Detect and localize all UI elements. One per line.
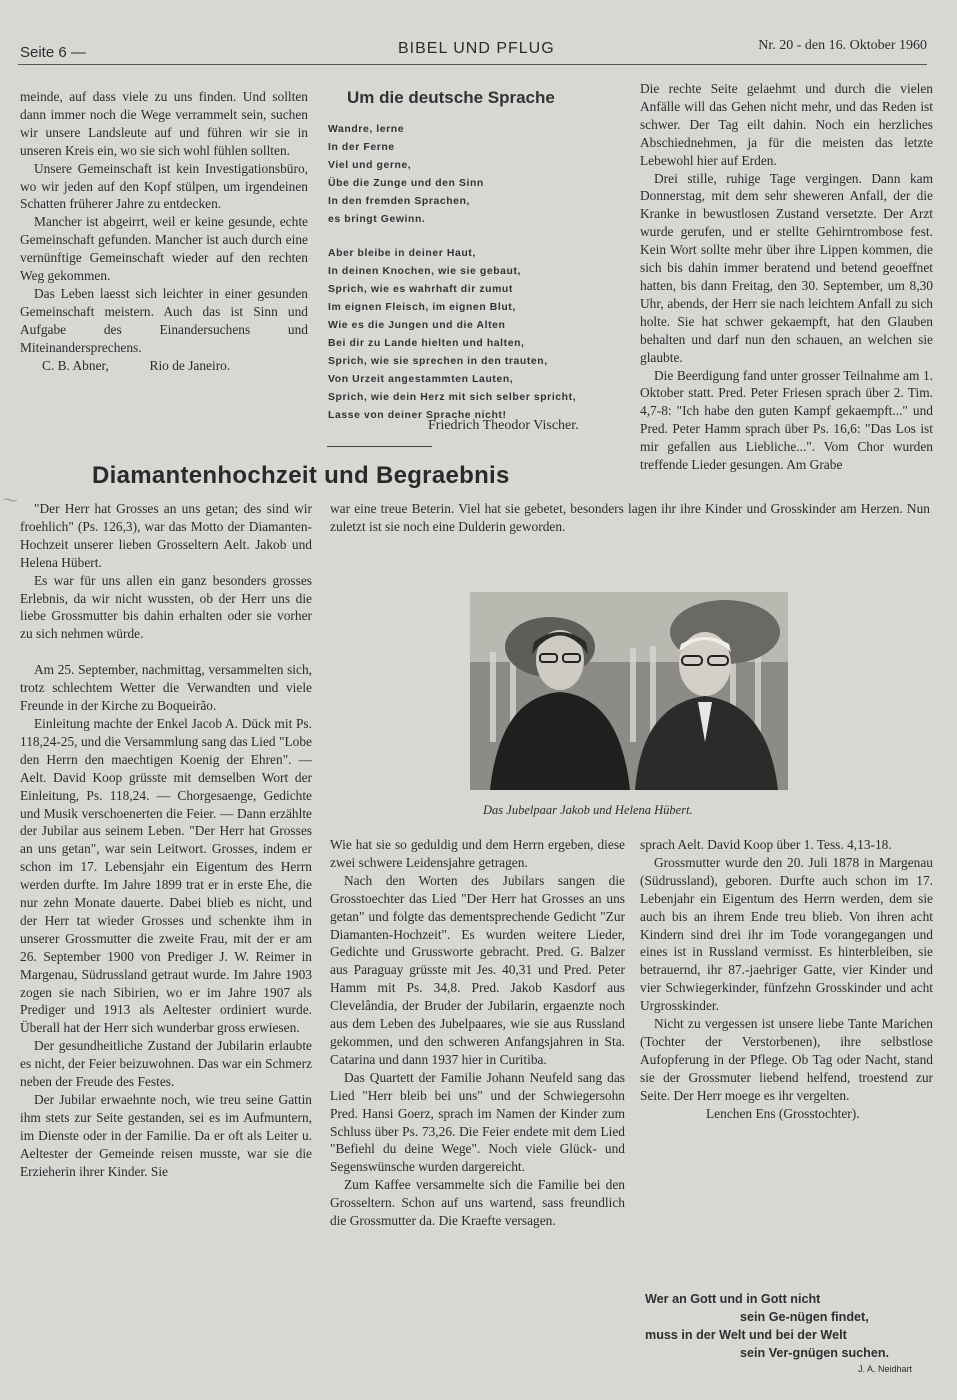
poem-author: Friedrich Theodor Vischer. [428,418,579,433]
column-2-lower [330,836,625,1230]
poem-line: es bringt Gewinn. [328,213,426,225]
couple-photo-illustration [470,592,788,790]
paragraph: Drei stille, ruhige Tage vergingen. Dann kam Donnerstag, mit dem sehr sheweren Anfall, der die Kranke in bewustlosen Zustand versetzte. Der Arzt wurde gerufen, und er stellte Gehirntrombose fest. Kein Wort sollte mehr über ihre Lippen kommen, die sich bis dahin immer beratend und betend geoeffnet hatten, bis dann Freitag, den 30. September, um 8,30 Uhr, abends, der Herr sie nach leichtem Anfall zu sich holte. Sie hat schwer gekaempft, hat den Glauben behalten und darf nun den schauen, an welchen sie glaubte. [640,170,933,365]
column-1-article [20,500,312,1181]
photo-jubilee-couple [470,592,788,790]
poem-line: Bei dir zu Lande hielten und halten, [328,337,525,349]
paragraph: Der Jubilar erwaehnte noch, wie treu seine Gattin ihm stets zur Seite gestanden, sei es im Aufmuntern, im Dienste oder in der Familie. Da er oft als Leiter u. Aeltester der Gemeinde reisen musste, war sie die Erzieherin ihrer Kinder. Sie [20,1092,312,1179]
photo-caption: Das Jubelpaar Jakob und Helena Hübert. [483,803,693,817]
margin-pencil-mark: 〜 [2,493,19,510]
poem-line: Sprich, wie es wahrhaft dir zumut [328,284,513,296]
paragraph: Zum Kaffee versammelte sich die Familie bei den Grosseltern. Schon auf uns wartend, sass freundlich die Grossmutter da. Die Kraefte versagen. [330,1177,625,1229]
poem-line: Übe die Zunge und den Sinn [328,177,484,189]
paragraph: war eine treue Beterin. Viel hat sie gebetet, besonders lagen ihr ihre Kinder und Grosskinder am Herzen. Nun zuletzt ist sie noch eine Dulderin geworden. [330,501,930,534]
paragraph: Einleitung machte der Enkel Jacob A. Dück mit Ps. 118,24-25, und die Versammlung sang das Lied "Lobe den Herrn den maechtigen Koenig der Ehren". — Aelt. David Koop grüsste mit demselben Wort der Einleitung, Ps. 118,24. — Chorgesaenge, Gedichte und Musik verschoenerten die Feier. — Dann erzählte der Jubilar aus seinem Leben. "Der Herr hat Grosses an uns getan", war sein Leitwort. Grosses, indem er schon im 17. Lebensjahr ein Eigentum des Herrn werden durfte. Im Jahre 1899 trat er in erste Ehe, die nur zehn Monate dauerte. Dabei blieb es nicht, und der Herr tat wieder Grosses und schenkte ihm in unserer Grossmutter die zweite Frau, mit der er am 26. September 1900 von Prediger J. W. Reimer in Margenau, Südrussland getraut wurde. Im Jahre 1903 zogen sie nach Sibirien, wo er im Jahre 1907 als Prediger und 1913 als Aeltester ordiniert wurde. Überall hat der Herr sich wunderbar gross erwiesen. [20,715,312,1036]
quote-line: Wer an Gott und in Gott nicht [645,1292,821,1306]
paragraph: Grossmutter wurde den 20. Juli 1878 in Margenau (Südrussland), geboren. Durfte auch schon im 17. Lebenjahr ein Eigentum des Herrn werden, dem sie auch bis an ihrem Ende treu blieb. Von ihren acht Kindern sind drei ihr im Tode vorangegangen und eines ist in Russland vermisst. Es hinterbleiben, sie betrauernd, ihr 87.-jaehriger Gatte, vier Kinder und vier Schwiegerkinder, fünfzehn Grosskinder und acht Urgrosskinder. [640,854,933,1014]
paragraph: Wie hat sie so geduldig und dem Herrn ergeben, diese zwei schwere Leidensjahre getragen. [330,837,625,870]
poem-line: Von Urzeit angestammten Lauten, [328,373,514,385]
page-header [18,36,927,65]
poem-line: Sprich, wie sie sprechen in den trauten, [328,355,548,367]
quote-box [645,1290,889,1362]
article-continuation [330,500,930,536]
paragraph: Der gesundheitliche Zustand der Jubilarin erlaubte es nicht, der Feier beizuwohnen. Das war ein Schmerz neben der Freude des Festes. [20,1038,312,1090]
publication-title: BIBEL UND PFLUG [398,40,555,57]
paragraph: Unsere Gemeinschaft ist kein Investigationsbüro, wo wir jeden auf den Kopf stülpen, um irgendeinen Schatten früherer Jahre zu entdecken. [20,160,308,212]
paragraph: Die rechte Seite gelaehmt und durch die vielen Anfälle will das Gehen nicht mehr, und das Reden ist schwer. Der Tag eilt dahin. Noch ein herzliches Abschiednehmen, ja für die meisten das letzte Lebewohl hier auf Erden. [640,81,933,168]
poem-line: Wie es die Jungen und die Alten [328,320,506,332]
quote-line: sein Ver-gnügen suchen. [740,1346,890,1360]
poem-line: Lasse von deiner Sprache nicht! [328,409,507,421]
signature: Lenchen Ens (Grosstochter). [706,1105,860,1121]
quote-line: sein Ge-nügen findet, [740,1310,869,1324]
paragraph: Es war für uns allen ein ganz besonders grosses Erlebnis, da wir nicht wussten, ob der Herr uns die liebe Grossmutter bis dahin erhalten oder sie vorher zu sich nehmen würde. [20,572,312,642]
poem-line: Aber bleibe in deiner Haut, [328,248,476,260]
paragraph: Die Beerdigung fand unter grosser Teilnahme am 1. Oktober statt. Pred. Peter Friesen sprach über 2. Tim. 4,7-8: "Ich habe den guten Kampf gekaempft..." und Pred. Peter Hamm sprach über Ps. 16,6: "Das Los ist mir gefallen aus Liebliche...". Vom Chor wurden treffende Lieder gesungen. Am Grabe [640,367,933,473]
paragraph: Mancher ist abgeirrt, weil er keine gesunde, echte Gemeinschaft gefunden. Mancher ist auch durch eine vernünftige Gemeinschaft wieder auf den rechten Weg gekommen. [20,214,308,284]
column-3-top [640,80,933,474]
page-number: Seite 6 — [20,44,86,61]
paragraph: Das Quartett der Familie Johann Neufeld sang das Lied "Herr bleib bei uns" und der Schwiegersohn Pred. Hansi Goerz, sprach im Namen der Kinder zum Schluss über Ps. 73,26. Die Feier endete mit dem Lied "Befiehl du deine Wege". Noch viele Glück- und Segenswünsche wurden dargereicht. [330,1069,625,1175]
paragraph: sprach Aelt. David Koop über 1. Tess. 4,13-18. [640,837,892,852]
section-divider [327,446,432,447]
paragraph: Das Leben laesst sich leichter in einer gesunden Gemeinschaft meistern. Auch das ist Sinn und Aufgabe des Einandersuchens und Miteinandersprechens. [20,285,308,355]
poem-line: Sprich, wie dein Herz mit sich selber spricht, [328,391,577,403]
column-3-lower [640,836,933,1123]
poem-line: Viel und gerne, [328,159,412,171]
quote-line: muss in der Welt und bei der Welt [645,1328,847,1342]
signature-name: C. B. Abner, [42,357,109,373]
poem-line: In deinen Knochen, wie sie gebaut, [328,266,522,278]
paragraph: Nicht zu vergessen ist unsere liebe Tante Marichen (Tochter der Verstorbenen), ihre selbstlose Aufopferung in der Pflege. Ob Tag oder Nacht, stand sie der Grossmuter liebend helfend, troestend zur Seite. Der Herr moege es ihr vergelten. [640,1016,933,1103]
poem-line: In der Ferne [328,141,395,153]
poem-title: Um die deutsche Sprache [347,88,555,107]
signature [20,357,308,375]
quote-author: J. A. Neidhart [858,1364,913,1374]
poem-line: In den fremden Sprachen, [328,195,470,207]
issue-date: Nr. 20 - den 16. Oktober 1960 [758,38,927,53]
paragraph: "Der Herr hat Grosses an uns getan; des sind wir froehlich" (Ps. 126,3), war das Motto der Diamanten-Hochzeit unserer lieben Grosseltern Aelt. Jakob und Helena Hübert. [20,501,312,570]
paragraph: Nach den Worten des Jubilars sangen die Grosstoechter das Lied "Der Herr hat Grosses an uns getan" und folgte das dementsprechende Gedicht "Zur Diamanten-Hochzeit". Es wurden weitere Lieder, Gedichte und Grussworte gebracht. Pred. G. Balzer aus Paraguay grüsste mit Jes. 40,31 und Pred. Peter Hamm mit Ps. 34,8. Pred. Jakob Kasdorf aus Clevelândia, der Bruder der Jubilarin, ergaenzte noch aus dem Leben des Jubelpaares, wie sie aus Russland gekommen, und den schweren Anfangsjahren in Sta. Catarina und dann 1937 hier in Curitiba. [330,872,625,1067]
column-1-top [20,88,308,375]
poem-line: Wandre, lerne [328,124,405,135]
article-headline: Diamantenhochzeit und Begraebnis [92,462,510,489]
poem-line: Im eignen Fleisch, im eignen Blut, [328,302,516,314]
paragraph: Am 25. September, nachmittag, versammelten sich, trotz schlechtem Wetter die Verwandten und viele Freunde in der Kirche zu Boqueirão. [20,662,312,714]
signature-place: Rio de Janeiro. [149,357,231,373]
poem [328,121,628,425]
paragraph: meinde, auf dass viele zu uns finden. Und sollten dann immer noch die Wege verrammelt sein, suchen wir unsere Landsleute auf und führen wir sie in unseren Kreis ein, wo sie sich wohl fühlen sollten. [20,89,308,158]
